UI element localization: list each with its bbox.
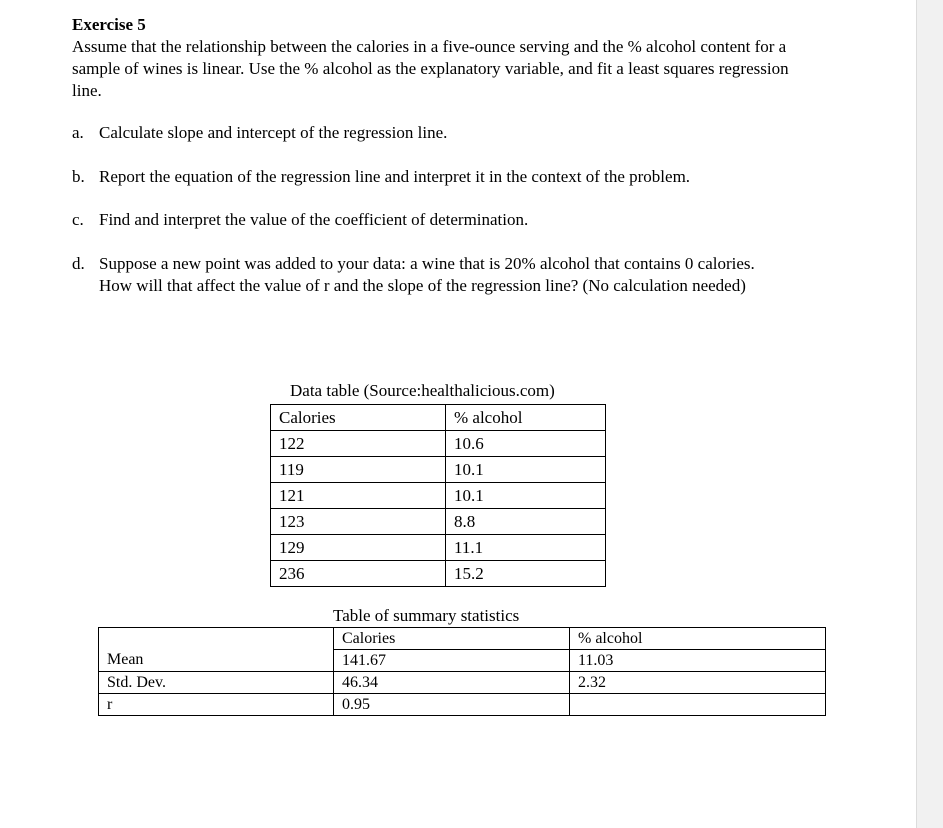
header-cell	[99, 628, 334, 650]
side-panel-strip	[916, 0, 943, 828]
row-label: r	[99, 694, 334, 716]
table-cell: 121	[271, 483, 446, 509]
table-cell: 8.8	[446, 509, 606, 535]
row-label: Mean	[99, 650, 334, 672]
table-cell: 123	[271, 509, 446, 535]
question-d	[72, 253, 772, 297]
summary-table-caption: Table of summary statistics	[333, 606, 520, 625]
table-row	[271, 561, 606, 587]
table-cell: 46.34	[334, 672, 570, 694]
table-cell: 129	[271, 535, 446, 561]
row-label: Std. Dev.	[99, 672, 334, 694]
exercise-intro: Assume that the relationship between the calories in a five-ounce serving and the % alcohol content for a sample of wines is linear. Use the % alcohol as the explanatory variable, and fit a least squares regression line.	[72, 37, 789, 100]
table-row	[271, 457, 606, 483]
table-row	[271, 431, 606, 457]
question-text: Suppose a new point was added to your data: a wine that is 20% alcohol that contains 0 calories. How will that affect the value of r and the slope of the regression line? (No calculation needed)	[99, 254, 755, 295]
question-text: Calculate slope and intercept of the regression line.	[99, 123, 448, 142]
table-cell: 10.1	[446, 457, 606, 483]
question-label: d.	[72, 254, 85, 273]
table-cell: 11.1	[446, 535, 606, 561]
table-cell: 10.1	[446, 483, 606, 509]
question-b	[72, 166, 812, 188]
table-row	[271, 535, 606, 561]
table-cell: 141.67	[334, 650, 570, 672]
question-label: c.	[72, 210, 84, 229]
table-row	[99, 650, 826, 672]
question-c	[72, 209, 812, 231]
table-cell	[570, 694, 826, 716]
question-a	[72, 122, 812, 144]
table-cell: 0.95	[334, 694, 570, 716]
summary-table	[98, 627, 826, 716]
header-cell: Calories	[271, 405, 446, 431]
data-table	[270, 404, 606, 587]
table-header-row	[99, 628, 826, 650]
table-row	[99, 672, 826, 694]
table-cell: 11.03	[570, 650, 826, 672]
table-cell: 236	[271, 561, 446, 587]
header-cell: % alcohol	[446, 405, 606, 431]
table-cell: 2.32	[570, 672, 826, 694]
header-cell: % alcohol	[570, 628, 826, 650]
table-cell: 122	[271, 431, 446, 457]
table-row	[271, 509, 606, 535]
table-cell: 15.2	[446, 561, 606, 587]
table-cell: 119	[271, 457, 446, 483]
table-cell: 10.6	[446, 431, 606, 457]
data-table-caption: Data table (Source:healthalicious.com)	[290, 381, 555, 400]
question-text: Find and interpret the value of the coefficient of determination.	[99, 210, 529, 229]
exercise-title: Exercise 5	[72, 15, 146, 34]
question-text: Report the equation of the regression line and interpret it in the context of the problem.	[99, 167, 691, 186]
table-header-row	[271, 405, 606, 431]
header-cell: Calories	[334, 628, 570, 650]
question-label: b.	[72, 167, 85, 186]
table-row	[271, 483, 606, 509]
table-row	[99, 694, 826, 716]
question-label: a.	[72, 123, 84, 142]
